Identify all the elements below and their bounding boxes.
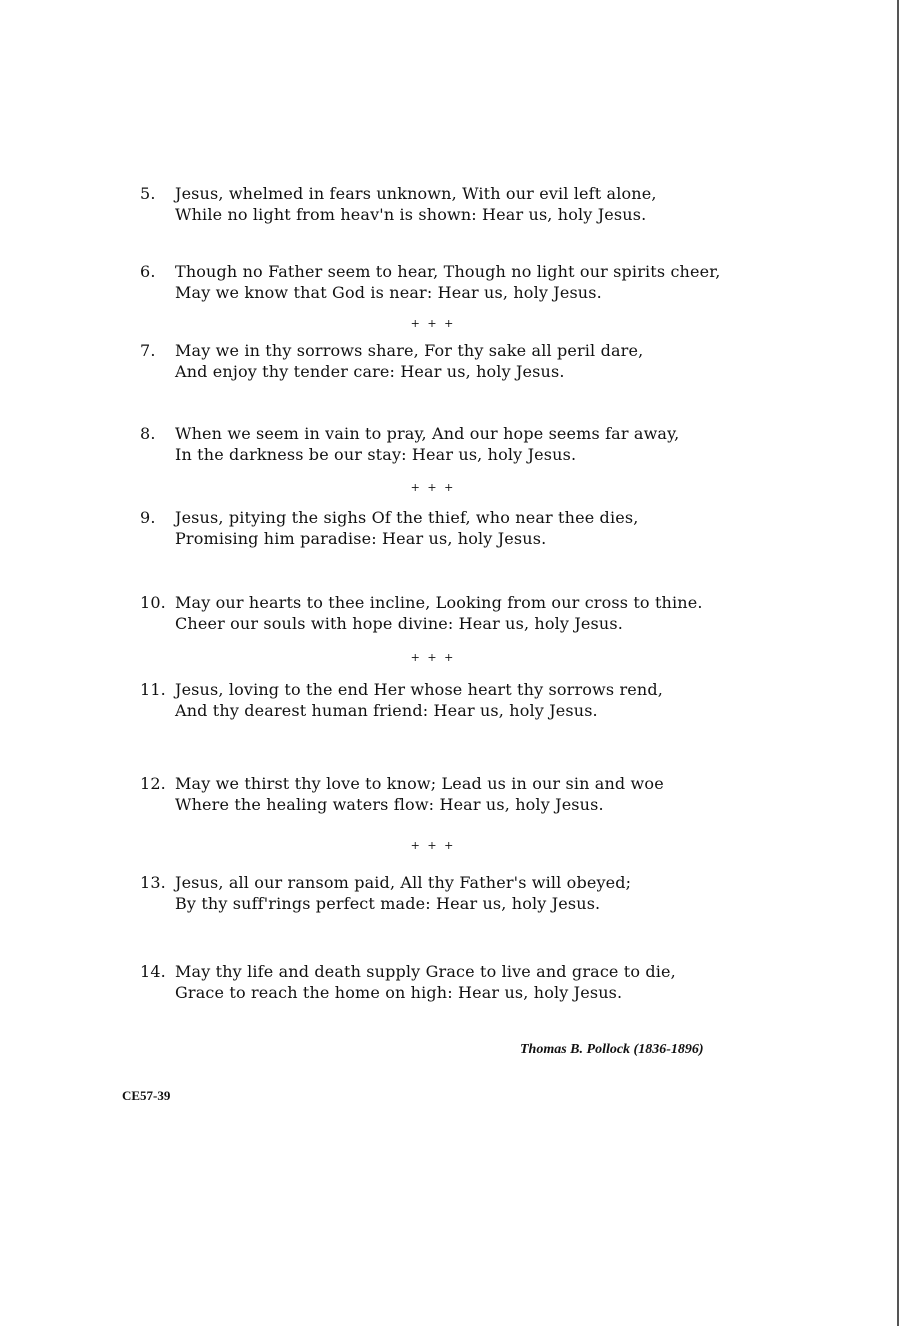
- verse-number: 5.: [140, 184, 156, 203]
- verse-line-1: [140, 423, 679, 444]
- verse-11: [140, 679, 663, 721]
- verse-line-1: [140, 961, 676, 982]
- verse-line-2: While no light from heav'n is shown: Hear us, holy Jesus.: [175, 205, 647, 224]
- verse-line-2: May we know that God is near: Hear us, holy Jesus.: [175, 283, 602, 302]
- verse-text: Jesus, pitying the sighs Of the thief, who near thee dies,: [175, 508, 639, 527]
- author-attribution: Thomas B. Pollock (1836-1896): [520, 1042, 704, 1057]
- verse-line-2: In the darkness be our stay: Hear us, holy Jesus.: [175, 445, 577, 464]
- verse-number: 7.: [140, 341, 156, 360]
- verse-text: May thy life and death supply Grace to live and grace to die,: [175, 962, 676, 981]
- verse-number: 13.: [140, 873, 166, 892]
- verse-text: May we in thy sorrows share, For thy sake all peril dare,: [175, 341, 644, 360]
- verse-8: [140, 423, 679, 465]
- verse-text: Jesus, whelmed in fears unknown, With our evil left alone,: [175, 184, 657, 203]
- catalog-code: CE57-39: [122, 1088, 171, 1103]
- section-divider: + + +: [410, 839, 456, 852]
- verse-line-1: [140, 773, 664, 794]
- verse-line-2: And enjoy thy tender care: Hear us, holy Jesus.: [175, 362, 565, 381]
- page-edge: [897, 0, 899, 1326]
- verse-10: [140, 592, 703, 634]
- verse-text: Though no Father seem to hear, Though no light our spirits cheer,: [175, 262, 721, 281]
- verse-text: May our hearts to thee incline, Looking from our cross to thine.: [175, 593, 703, 612]
- verse-number: 8.: [140, 424, 156, 443]
- verse-line-1: [140, 679, 663, 700]
- verse-14: [140, 961, 676, 1003]
- verse-line-1: [140, 183, 657, 204]
- verse-13: [140, 872, 631, 914]
- verse-number: 12.: [140, 774, 166, 793]
- section-divider: + + +: [410, 317, 456, 330]
- verse-line-2: By thy suff'rings perfect made: Hear us, holy Jesus.: [175, 894, 601, 913]
- verse-text: Jesus, loving to the end Her whose heart thy sorrows rend,: [175, 680, 663, 699]
- verse-12: [140, 773, 664, 815]
- verse-line-1: [140, 507, 638, 528]
- verse-7: [140, 340, 643, 382]
- verse-text: Jesus, all our ransom paid, All thy Father's will obeyed;: [175, 873, 632, 892]
- verse-6: [140, 261, 721, 303]
- verse-line-2: Where the healing waters flow: Hear us, holy Jesus.: [175, 795, 604, 814]
- verse-line-1: [140, 340, 643, 361]
- section-divider: + + +: [410, 651, 456, 664]
- verse-line-2: And thy dearest human friend: Hear us, holy Jesus.: [175, 701, 598, 720]
- section-divider: + + +: [410, 481, 456, 494]
- verse-line-2: Promising him paradise: Hear us, holy Jesus.: [175, 529, 547, 548]
- verse-number: 6.: [140, 262, 156, 281]
- verse-9: [140, 507, 638, 549]
- verse-line-2: Cheer our souls with hope divine: Hear us, holy Jesus.: [175, 614, 623, 633]
- verse-number: 9.: [140, 508, 156, 527]
- verse-line-1: [140, 872, 631, 893]
- verse-line-1: [140, 261, 721, 282]
- verse-number: 11.: [140, 680, 166, 699]
- verse-number: 10.: [140, 593, 166, 612]
- verse-number: 14.: [140, 962, 166, 981]
- verse-line-2: Grace to reach the home on high: Hear us, holy Jesus.: [175, 983, 623, 1002]
- verse-text: May we thirst thy love to know; Lead us in our sin and woe: [175, 774, 664, 793]
- verse-5: [140, 183, 657, 225]
- verse-line-1: [140, 592, 703, 613]
- verse-text: When we seem in vain to pray, And our hope seems far away,: [175, 424, 680, 443]
